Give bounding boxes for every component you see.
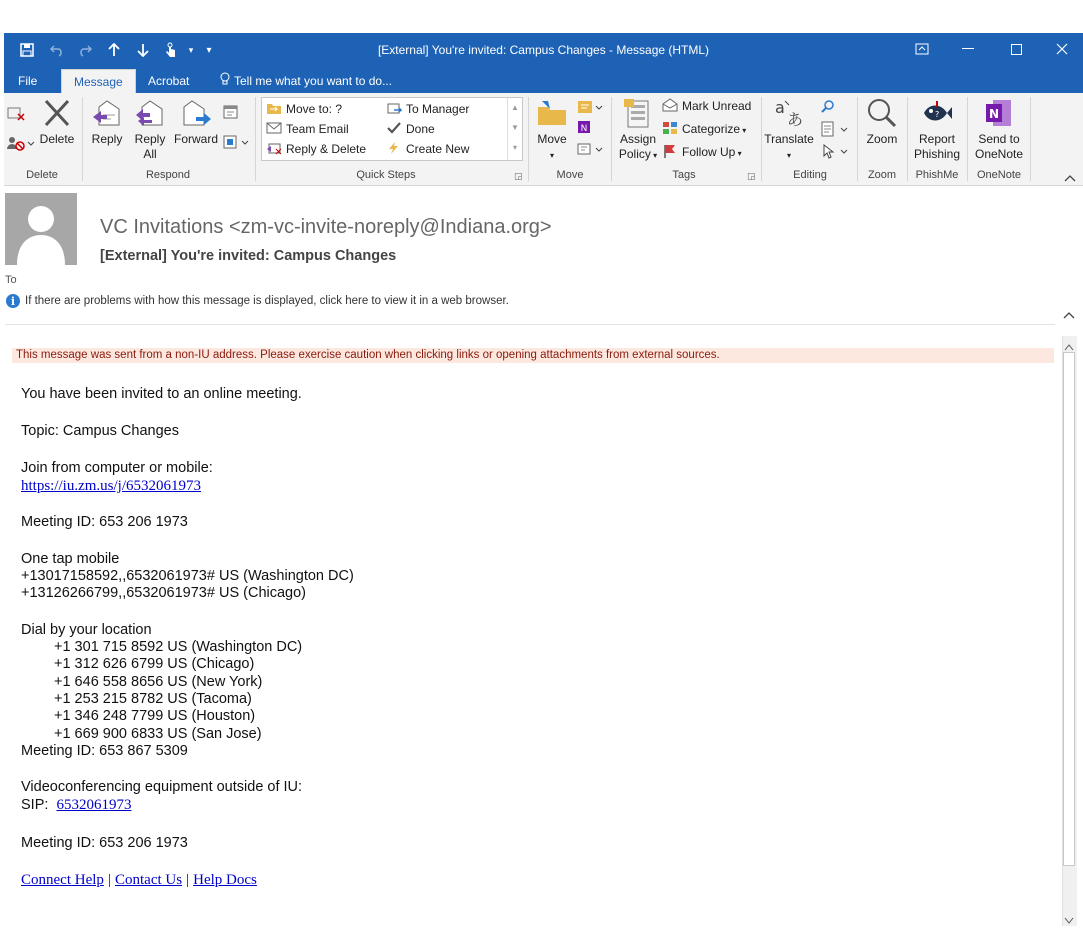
onenote-group-label: OneNote <box>976 169 1022 181</box>
svg-text:あ: あ <box>787 110 804 129</box>
move-to-label: Move to: ? <box>286 102 343 116</box>
footer-separator: | <box>186 872 190 888</box>
phish-fish-icon <box>921 97 953 129</box>
onenote-icon <box>983 97 1015 129</box>
move-folder-icon <box>536 97 568 129</box>
contact-us-link[interactable]: Contact Us <box>114 872 183 888</box>
checkmark-icon <box>386 121 402 135</box>
collapse-ribbon-icon[interactable] <box>1064 169 1076 187</box>
delete-icon <box>41 97 73 129</box>
translate-icon <box>773 97 805 129</box>
move-dropdown-icon: ▾ <box>549 151 554 160</box>
related-icon[interactable] <box>820 121 850 142</box>
tab-acrobat[interactable]: Acrobat <box>148 74 190 88</box>
rules-icon[interactable] <box>576 99 604 120</box>
body-dial-label: Dial by your location <box>21 622 152 638</box>
flag-icon <box>662 144 678 158</box>
display-problems-notice[interactable] <box>6 294 509 308</box>
sender-name[interactable]: VC Invitations <zm-vc-invite-noreply@Indiana.org> <box>100 216 552 238</box>
maximize-button[interactable] <box>998 37 1034 61</box>
ignore-icon[interactable] <box>6 105 26 128</box>
body-intro: You have been invited to an online meeting. <box>21 386 302 402</box>
mark-unread-button[interactable] <box>662 97 751 115</box>
body-join-label: Join from computer or mobile: <box>21 460 213 476</box>
report-phishing-label-1: Report <box>918 132 956 146</box>
help-docs-link[interactable]: Help Docs <box>193 872 257 888</box>
quick-steps-gallery <box>261 97 523 161</box>
find-icon[interactable] <box>820 99 836 120</box>
magnifier-icon <box>866 97 898 129</box>
editing-group-label: Editing <box>793 169 827 181</box>
assign-policy-label-2: Policy <box>618 147 651 161</box>
scroll-down-icon[interactable] <box>1064 912 1074 930</box>
follow-up-label: Follow Up <box>682 145 736 159</box>
select-icon[interactable] <box>820 143 850 164</box>
quick-step-move-to[interactable] <box>266 100 342 118</box>
dial-number-item: +1 346 248 7799 US (Houston) <box>54 708 256 724</box>
dialog-launcher-icon[interactable]: ◲ <box>514 171 523 181</box>
group-divider <box>255 97 256 181</box>
report-phishing-button[interactable] <box>909 97 965 162</box>
scrollbar-thumb[interactable] <box>1063 352 1075 866</box>
reply-all-label-1: Reply <box>134 132 166 146</box>
assign-policy-label-1: Assign <box>619 132 657 146</box>
collapse-header-icon[interactable] <box>1063 306 1075 324</box>
lightning-icon <box>386 141 402 155</box>
dial-number-item: +1 312 626 6799 US (Chicago) <box>54 656 255 672</box>
respond-group-label: Respond <box>145 169 191 181</box>
quick-steps-scroll[interactable]: ▲ ▼ ▾ <box>507 98 522 160</box>
dial-number-item: +1 669 900 6833 US (San Jose) <box>54 726 262 742</box>
dial-number-item: +1 646 558 8656 US (New York) <box>54 674 263 690</box>
quick-step-create-new[interactable] <box>386 140 469 158</box>
sip-link[interactable]: 6532061973 <box>56 797 132 813</box>
delete-button[interactable] <box>38 97 76 147</box>
folder-arrow-icon <box>266 101 282 115</box>
body-one-tap-2: +13126266799,,6532061973# US (Chicago) <box>21 585 306 601</box>
join-meeting-link[interactable]: https://iu.zm.us/j/6532061973 <box>21 478 202 494</box>
svg-text:N: N <box>988 107 1000 121</box>
scroll-up-icon[interactable] <box>1064 338 1074 356</box>
meeting-reply-icon[interactable] <box>222 103 240 126</box>
mark-unread-label: Mark Unread <box>682 99 752 113</box>
lightbulb-icon <box>220 69 230 93</box>
more-respond-icon[interactable] <box>222 133 250 156</box>
tags-group-label: Tags <box>672 169 696 181</box>
group-divider <box>528 97 529 181</box>
translate-button[interactable] <box>764 97 814 163</box>
team-email-label: Team Email <box>286 122 349 136</box>
title-bar <box>4 33 1083 69</box>
assign-dropdown-icon: ▾ <box>650 151 658 160</box>
reply-label: Reply <box>91 132 123 146</box>
ribbon-display-icon[interactable] <box>904 37 940 61</box>
body-one-tap-label: One tap mobile <box>21 551 120 567</box>
dial-number-item: +1 301 715 8592 US (Washington DC) <box>54 639 303 655</box>
quick-step-to-manager[interactable] <box>386 100 469 118</box>
ribbon-tabs <box>4 69 1083 93</box>
move-group-label: Move <box>556 169 584 181</box>
assign-policy-button[interactable] <box>616 97 660 163</box>
reply-button[interactable] <box>88 97 126 147</box>
delete-label: Delete <box>39 132 75 146</box>
categorize-button[interactable] <box>662 120 746 138</box>
quick-step-done[interactable] <box>386 120 435 138</box>
to-manager-icon <box>386 101 402 115</box>
zoom-group-label: Zoom <box>867 169 897 181</box>
create-new-label: Create New <box>406 142 470 156</box>
report-phishing-label-2: Phishing <box>913 147 961 161</box>
external-sender-warning: This message was sent from a non-IU address. Please exercise caution when clicking links or opening attachments from external sources. <box>12 348 1054 363</box>
forward-button[interactable] <box>172 97 220 147</box>
tell-me-search[interactable] <box>206 69 404 93</box>
send-to-onenote-button[interactable] <box>969 97 1029 162</box>
team-email-icon <box>266 121 282 135</box>
svg-text:N: N <box>580 124 588 134</box>
junk-icon[interactable] <box>6 135 36 156</box>
svg-text:a: a <box>775 98 785 117</box>
categorize-dropdown-icon: ▾ <box>740 126 747 135</box>
quick-step-reply-delete[interactable] <box>266 140 366 158</box>
onenote-small-icon[interactable] <box>576 119 592 140</box>
group-divider <box>1030 97 1031 181</box>
info-icon: i <box>6 294 20 308</box>
reply-all-button[interactable] <box>130 97 170 162</box>
body-meeting-id-1: Meeting ID: 653 206 1973 <box>21 514 188 530</box>
tell-me-label: Tell me what you want to do... <box>234 74 393 88</box>
to-label: To <box>5 274 17 286</box>
reply-delete-icon <box>266 141 282 155</box>
send-onenote-label-1: Send to <box>978 132 1020 146</box>
send-onenote-label-2: OneNote <box>974 147 1024 161</box>
zoom-button[interactable] <box>860 97 904 147</box>
body-meeting-id-2: Meeting ID: 653 867 5309 <box>21 743 188 759</box>
envelope-icon <box>662 98 678 112</box>
phishme-group-label: PhishMe <box>915 169 959 181</box>
window-title: [External] You're invited: Campus Changes - Message (HTML) <box>377 43 710 57</box>
forward-icon <box>180 97 212 129</box>
body-one-tap-1: +13017158592,,6532061973# US (Washington DC) <box>21 568 354 584</box>
body-meeting-id-3: Meeting ID: 653 206 1973 <box>21 835 188 851</box>
tab-file[interactable]: File <box>18 74 38 88</box>
move-label: Move <box>537 132 567 146</box>
svg-text:?: ? <box>935 110 940 119</box>
connect-help-link[interactable]: Connect Help <box>21 872 104 888</box>
minimize-button[interactable] <box>950 37 986 61</box>
reply-delete-label: Reply & Delete <box>286 142 367 156</box>
footer-separator: | <box>107 872 111 888</box>
actions-icon[interactable] <box>576 141 604 162</box>
header-divider <box>5 324 1055 325</box>
avatar <box>5 193 77 265</box>
tab-message[interactable]: Message <box>61 69 136 95</box>
assign-policy-icon <box>622 97 654 129</box>
done-label: Done <box>406 122 435 136</box>
sip-label: SIP: <box>21 797 49 813</box>
close-button[interactable] <box>1044 37 1080 61</box>
body-video-label: Videoconferencing equipment outside of IU: <box>21 779 303 795</box>
group-divider <box>82 97 83 181</box>
display-problems-text: If there are problems with how this message is displayed, click here to view it in a web browser. <box>25 295 509 307</box>
reply-all-icon <box>134 97 166 129</box>
dial-number-item: +1 253 215 8782 US (Tacoma) <box>54 691 252 707</box>
touch-mode-dropdown-icon[interactable]: ▾ <box>188 44 194 55</box>
ribbon <box>4 93 1083 186</box>
forward-label: Forward <box>173 132 218 146</box>
quick-steps-group-label: Quick Steps <box>356 169 416 181</box>
translate-dropdown-icon: ▾ <box>786 151 791 160</box>
follow-up-dropdown-icon: ▾ <box>735 149 742 158</box>
translate-label: Translate <box>764 132 814 146</box>
quick-step-team-email[interactable] <box>266 120 349 138</box>
customize-toolbar-icon[interactable]: ▾ <box>206 44 212 56</box>
reply-all-label-2: All <box>143 147 157 161</box>
body-topic: Topic: Campus Changes <box>21 423 179 439</box>
to-manager-label: To Manager <box>406 102 470 116</box>
move-button[interactable] <box>532 97 572 163</box>
tags-dialog-launcher-icon[interactable]: ◲ <box>747 171 756 181</box>
delete-group-label: Delete <box>26 169 58 181</box>
categorize-label: Categorize <box>682 122 741 136</box>
categorize-icon <box>662 121 678 135</box>
reply-icon <box>91 97 123 129</box>
zoom-label: Zoom <box>866 132 898 146</box>
follow-up-button[interactable] <box>662 143 742 161</box>
message-subject: [External] You're invited: Campus Changes <box>100 248 397 264</box>
